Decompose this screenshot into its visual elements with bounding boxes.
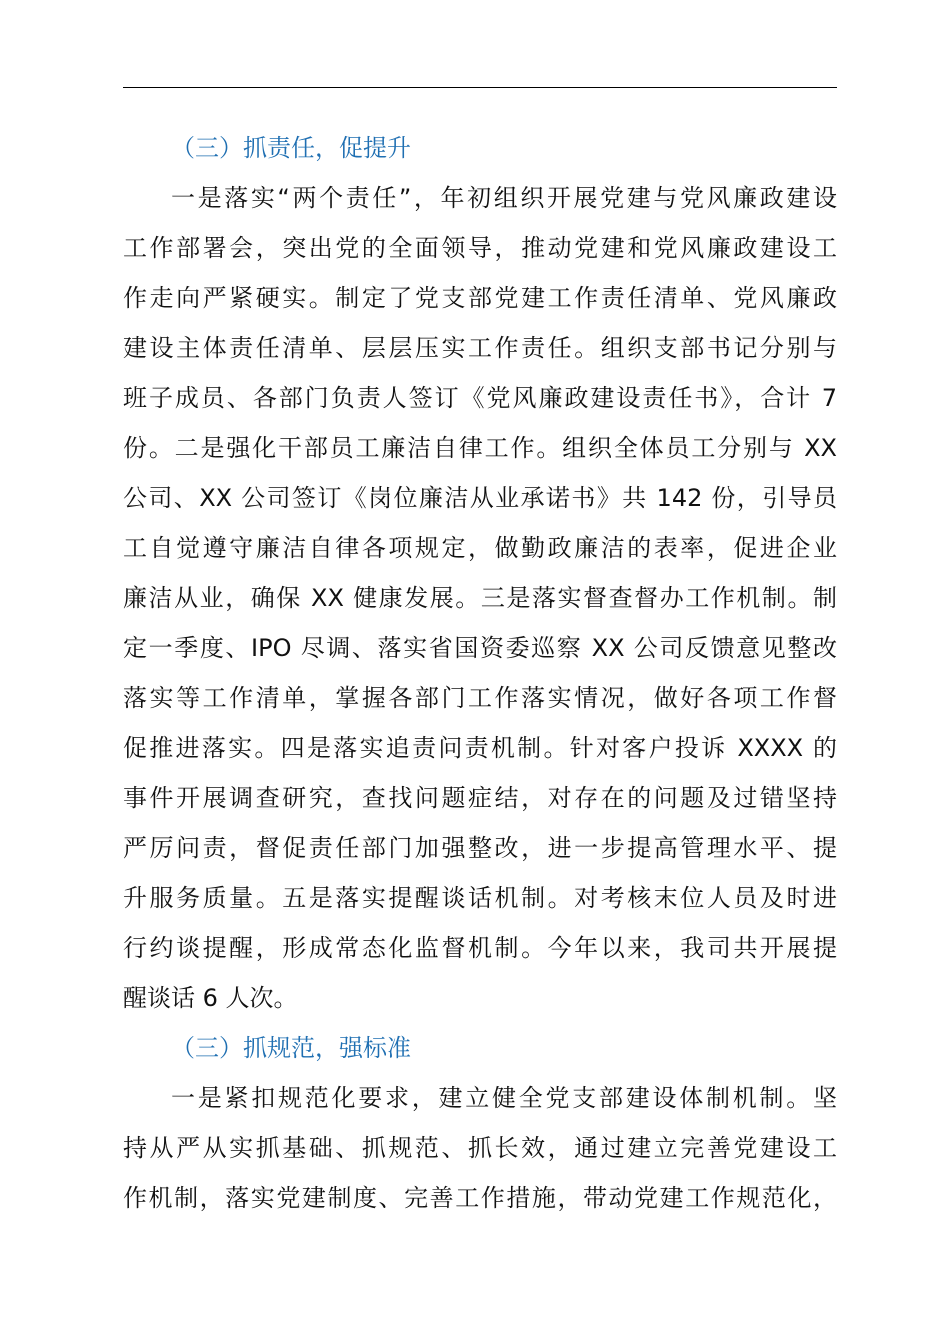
text-line: 事件开展调查研究，查找问题症结，对存在的问题及过错坚持 [123, 784, 837, 812]
section-heading-standards: （三）抓规范，强标准 [171, 1034, 411, 1062]
text-line: 一是落实“两个责任”，年初组织开展党建与党风廉政建设 [171, 184, 837, 212]
document-body [123, 123, 837, 1223]
section-paragraph-responsibility [123, 173, 837, 1023]
text-line: 建设主体责任清单、层层压实工作责任。组织支部书记分别与 [123, 334, 837, 362]
text-line: 作走向严紧硬实。制定了党支部党建工作责任清单、党风廉政 [123, 284, 837, 312]
text-line: 定一季度、IPO 尽调、落实省国资委巡察 XX 公司反馈意见整改 [123, 634, 837, 662]
text-line: 醒谈话 6 人次。 [123, 984, 298, 1012]
text-line: 升服务质量。五是落实提醒谈话机制。对考核末位人员及时进 [123, 884, 837, 912]
text-line: 班子成员、各部门负责人签订《党风廉政建设责任书》，合计 7 [123, 384, 837, 412]
section-paragraph-standards [123, 1073, 837, 1223]
text-line: 行约谈提醒，形成常态化监督机制。今年以来，我司共开展提 [123, 934, 837, 962]
header-rule [123, 87, 837, 88]
text-line: 廉洁从业，确保 XX 健康发展。三是落实督查督办工作机制。制 [123, 584, 837, 612]
text-line: 公司、XX 公司签订《岗位廉洁从业承诺书》共 142 份，引导员 [123, 484, 837, 512]
text-line: 份。二是强化干部员工廉洁自律工作。组织全体员工分别与 XX [123, 434, 837, 462]
text-line: 严厉问责，督促责任部门加强整改，进一步提高管理水平、提 [123, 834, 837, 862]
text-line: 一是紧扣规范化要求，建立健全党支部建设体制机制。坚 [171, 1084, 837, 1112]
section-heading-responsibility: （三）抓责任，促提升 [171, 134, 411, 162]
text-line: 持从严从实抓基础、抓规范、抓长效，通过建立完善党建设工 [123, 1134, 837, 1162]
text-line: 作机制，落实党建制度、完善工作措施，带动党建工作规范化， [123, 1184, 837, 1212]
text-line: 工自觉遵守廉洁自律各项规定，做勤政廉洁的表率，促进企业 [123, 534, 837, 562]
text-line: 落实等工作清单，掌握各部门工作落实情况，做好各项工作督 [123, 684, 837, 712]
text-line: 促推进落实。四是落实追责问责机制。针对客户投诉 XXXX 的 [123, 734, 837, 762]
text-line: 工作部署会，突出党的全面领导，推动党建和党风廉政建设工 [123, 234, 837, 262]
